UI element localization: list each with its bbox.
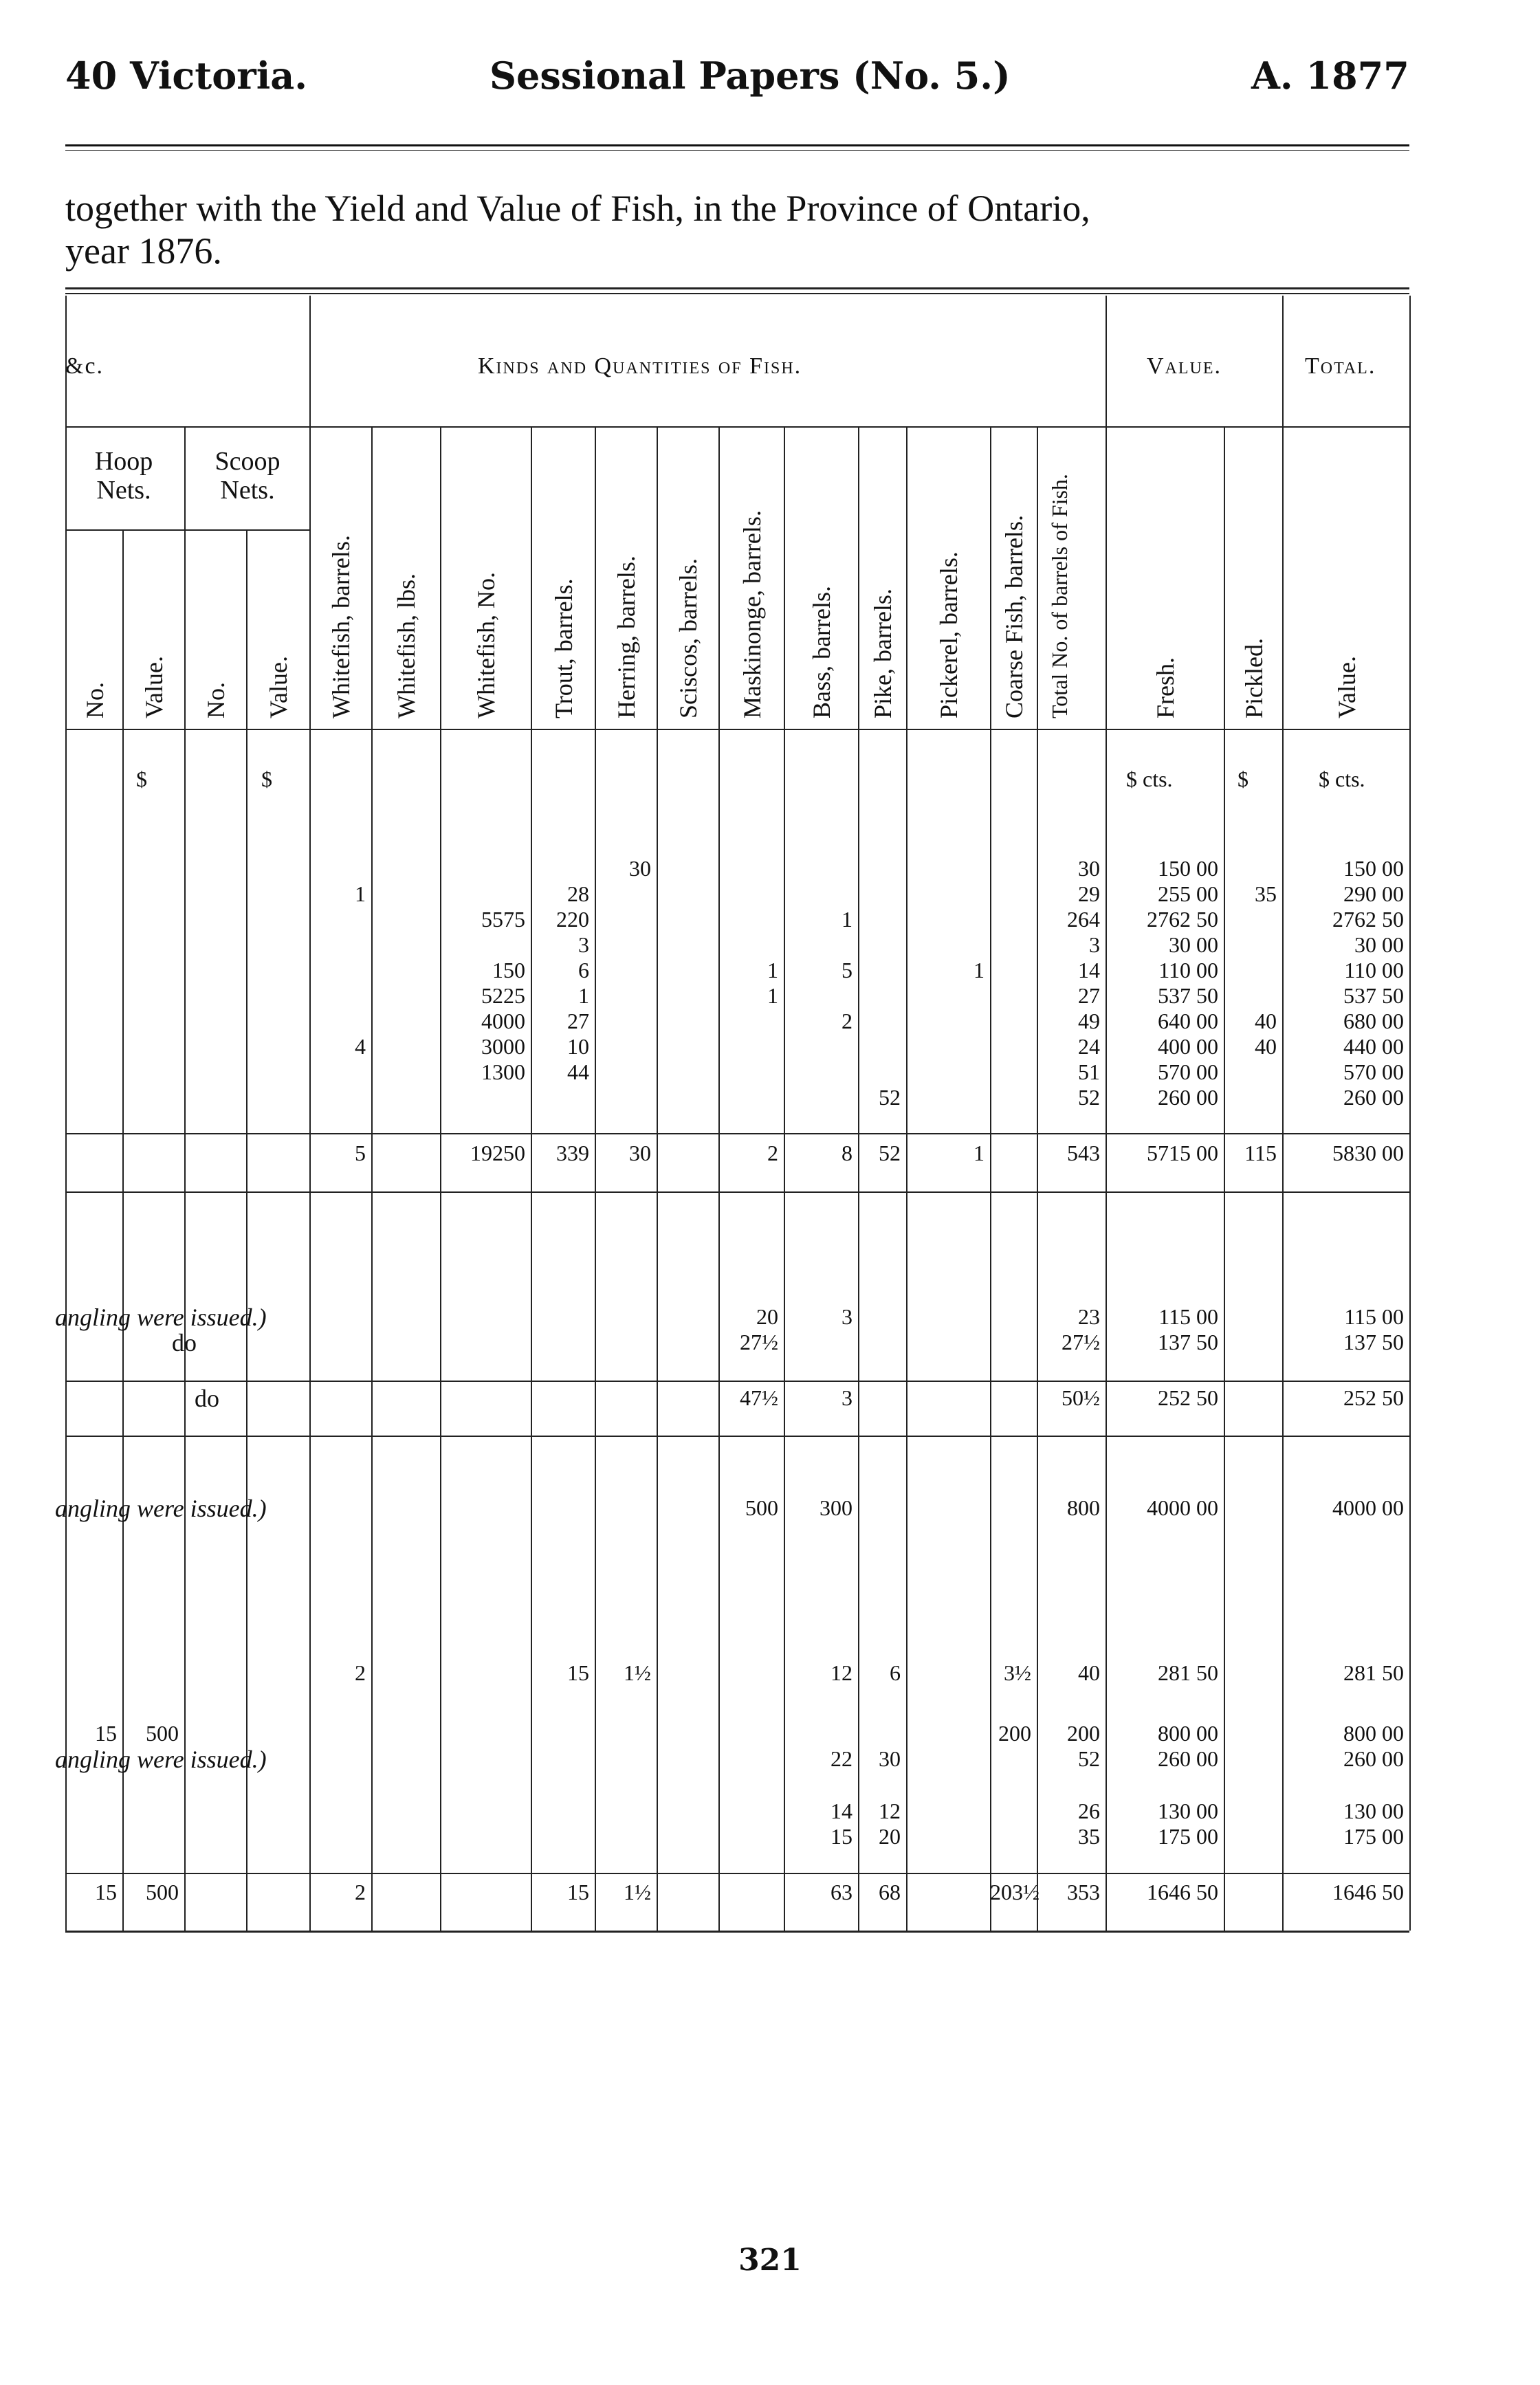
cell-herring: 30 <box>629 856 651 881</box>
cell-pike: 6 <box>890 1660 901 1685</box>
subhead-rule <box>65 529 309 531</box>
cell-hoop-value: 500 <box>146 1721 179 1746</box>
column-rule <box>718 426 720 1931</box>
cell-pickled: 40 <box>1255 1009 1277 1033</box>
cell-pike: 12 <box>879 1799 901 1823</box>
cell-total: 27½ <box>1062 1330 1100 1354</box>
cell-fresh: 5715 00 <box>1147 1141 1218 1165</box>
cell-wf-no: 4000 <box>481 1009 525 1033</box>
cell-total: 3 <box>1089 932 1100 957</box>
cell-value: 570 00 <box>1343 1059 1404 1084</box>
cell-mask: 1 <box>767 958 778 982</box>
column-heading-hoop-no: No. <box>80 682 109 718</box>
cell-trout: 6 <box>578 958 589 982</box>
column-rule <box>1409 296 1411 1931</box>
unit-pickled: $ <box>1238 767 1248 791</box>
cell-value: 680 00 <box>1343 1009 1404 1033</box>
cell-bass: 3 <box>842 1385 852 1410</box>
caption-total: Total. <box>1305 353 1376 379</box>
cell-herring: 30 <box>629 1141 651 1165</box>
cell-total: 14 <box>1078 958 1100 982</box>
cell-trout: 44 <box>567 1059 589 1084</box>
column-rule <box>246 529 248 1931</box>
cell-wf-no: 19250 <box>470 1141 525 1165</box>
cell-value: 281 50 <box>1343 1660 1404 1685</box>
column-rule <box>990 426 991 1931</box>
cell-fresh: 30 00 <box>1169 932 1218 957</box>
column-heading-trout: Trout, barrels. <box>549 578 578 718</box>
cell-mask: 2 <box>767 1141 778 1165</box>
cell-fresh: 260 00 <box>1158 1085 1218 1110</box>
section-rule <box>65 1436 1409 1437</box>
column-rule <box>65 296 67 1931</box>
cell-fresh: 537 50 <box>1158 983 1218 1008</box>
cell-wf-no: 5575 <box>481 907 525 932</box>
cell-value: 5830 00 <box>1332 1141 1404 1165</box>
cell-herring: 1½ <box>624 1660 651 1685</box>
column-heading-wf-no: Whitefish, No. <box>472 572 500 718</box>
subhead-scoop-nets: Scoop Nets. <box>214 447 280 505</box>
cell-value: 150 00 <box>1343 856 1404 881</box>
cell-trout: 15 <box>567 1660 589 1685</box>
cell-total: 52 <box>1078 1746 1100 1771</box>
cell-coarse: 3½ <box>1004 1660 1031 1685</box>
cell-trout: 10 <box>567 1034 589 1059</box>
cell-value: 175 00 <box>1343 1824 1404 1849</box>
cell-value: 260 00 <box>1343 1085 1404 1110</box>
cell-total: 29 <box>1078 881 1100 906</box>
column-rule <box>440 426 441 1931</box>
column-rule <box>371 426 373 1931</box>
cell-fresh: 255 00 <box>1158 881 1218 906</box>
column-heading-wf-lbs: Whitefish, lbs. <box>393 573 420 718</box>
cell-mask: 500 <box>745 1495 778 1520</box>
cell-pike: 52 <box>879 1141 901 1165</box>
cell-total: 52 <box>1078 1085 1100 1110</box>
cell-coarse: 203½ <box>990 1880 1040 1904</box>
cell-total: 353 <box>1067 1880 1100 1904</box>
cell-wf-bbl: 5 <box>355 1141 366 1165</box>
heading-rule <box>65 729 1409 730</box>
cell-fresh: 1646 50 <box>1147 1880 1218 1904</box>
cell-trout: 27 <box>567 1009 589 1033</box>
cell-value: 1646 50 <box>1332 1880 1404 1904</box>
cell-bass: 5 <box>842 958 852 982</box>
cell-hoop-value: 500 <box>146 1880 179 1904</box>
cell-wf-no: 150 <box>492 958 525 982</box>
column-heading-bass: Bass, barrels. <box>808 586 835 718</box>
cell-fresh: 252 50 <box>1158 1385 1218 1410</box>
column-rule <box>1224 426 1225 1931</box>
column-heading-wf-bbl: Whitefish, barrels. <box>327 535 355 718</box>
cell-value: 260 00 <box>1343 1746 1404 1771</box>
cell-total: 51 <box>1078 1059 1100 1084</box>
column-heading-total: Total No. of barrels of Fish. <box>1047 474 1072 718</box>
cell-value: 2762 50 <box>1332 907 1404 932</box>
cell-total: 543 <box>1067 1141 1100 1165</box>
row-note: do <box>195 1385 219 1412</box>
cell-pickled: 115 <box>1244 1141 1277 1165</box>
cell-value: 440 00 <box>1343 1034 1404 1059</box>
column-heading-fresh: Fresh. <box>1152 657 1179 718</box>
cell-value: 537 50 <box>1343 983 1404 1008</box>
column-heading-mask: Maskinonge, barrels. <box>738 510 766 718</box>
cell-trout: 339 <box>556 1141 589 1165</box>
column-rule <box>531 426 532 1931</box>
row-note: angling were issued.) <box>55 1304 267 1331</box>
page-number: 321 <box>738 2243 802 2278</box>
cell-fresh: 115 00 <box>1158 1304 1218 1329</box>
cell-herring: 1½ <box>624 1880 651 1904</box>
subhead-hoop-nets: Hoop Nets. <box>94 447 153 505</box>
column-rule <box>784 426 785 1931</box>
cell-total: 35 <box>1078 1824 1100 1849</box>
cell-bass: 15 <box>830 1824 852 1849</box>
cell-mask: 1 <box>767 983 778 1008</box>
cell-total: 30 <box>1078 856 1100 881</box>
cell-bass: 14 <box>830 1799 852 1823</box>
cell-fresh: 130 00 <box>1158 1799 1218 1823</box>
cell-value: 130 00 <box>1343 1799 1404 1823</box>
cell-wf-bbl: 2 <box>355 1660 366 1685</box>
header-year: A. 1877 <box>1251 54 1409 98</box>
cell-value: 30 00 <box>1354 932 1404 957</box>
cell-bass: 300 <box>820 1495 852 1520</box>
cell-pike: 30 <box>879 1746 901 1771</box>
cell-total: 264 <box>1067 907 1100 932</box>
cell-wf-no: 3000 <box>481 1034 525 1059</box>
column-heading-hoop-value: Value. <box>140 656 168 718</box>
caption-value: Value. <box>1147 353 1222 379</box>
column-rule <box>906 426 908 1931</box>
unit-fresh: $ cts. <box>1126 767 1173 791</box>
row-note: do <box>172 1329 197 1356</box>
cell-fresh: 2762 50 <box>1147 907 1218 932</box>
unit-scoop-value: $ <box>261 767 272 791</box>
cell-trout: 3 <box>578 932 589 957</box>
cell-total: 26 <box>1078 1799 1100 1823</box>
cell-coarse: 200 <box>998 1721 1031 1746</box>
cell-value: 4000 00 <box>1332 1495 1404 1520</box>
cell-fresh: 570 00 <box>1158 1059 1218 1084</box>
cell-trout: 15 <box>567 1880 589 1904</box>
column-rule <box>595 426 596 1931</box>
cell-total: 49 <box>1078 1009 1100 1033</box>
cell-bass: 12 <box>830 1660 852 1685</box>
section-rule <box>65 1133 1409 1134</box>
cell-value: 290 00 <box>1343 881 1404 906</box>
column-rule <box>657 426 658 1931</box>
section-rule <box>65 1873 1409 1874</box>
column-heading-coarse: Coarse Fish, barrels. <box>1000 515 1028 718</box>
table-top-rule <box>65 287 1409 289</box>
cell-bass: 8 <box>842 1141 852 1165</box>
table-bottom-rule <box>65 1931 1409 1933</box>
cell-total: 50½ <box>1062 1385 1100 1410</box>
table-title-line-1: together with the Yield and Value of Fish, in the Province of Ontario, <box>65 188 1090 229</box>
cell-wf-bbl: 4 <box>355 1034 366 1059</box>
cell-fresh: 4000 00 <box>1147 1495 1218 1520</box>
row-note: angling were issued.) <box>55 1495 267 1522</box>
cell-total: 200 <box>1067 1721 1100 1746</box>
caption-etc: &c. <box>65 353 104 379</box>
header-title: Sessional Papers (No. 5.) <box>490 54 1011 98</box>
cell-hoop-no: 15 <box>95 1880 117 1904</box>
cell-bass: 3 <box>842 1304 852 1329</box>
column-heading-pike: Pike, barrels. <box>869 589 896 718</box>
unit-total-value: $ cts. <box>1319 767 1365 791</box>
table-top-rule-thin <box>65 293 1409 294</box>
cell-fresh: 175 00 <box>1158 1824 1218 1849</box>
cell-mask: 20 <box>756 1304 778 1329</box>
caption-kinds: Kinds and Quantities of Fish. <box>478 353 802 379</box>
cell-fresh: 400 00 <box>1158 1034 1218 1059</box>
cell-wf-bbl: 1 <box>355 881 366 906</box>
cell-pickled: 35 <box>1255 881 1277 906</box>
column-heading-pickled: Pickled. <box>1240 638 1268 718</box>
column-heading-value: Value. <box>1332 656 1361 718</box>
column-heading-scoop-no: No. <box>202 682 230 718</box>
cell-total: 40 <box>1078 1660 1100 1685</box>
cell-fresh: 800 00 <box>1158 1721 1218 1746</box>
cell-total: 27 <box>1078 983 1100 1008</box>
column-rule <box>1037 426 1038 1931</box>
section-rule <box>65 1191 1409 1193</box>
cell-fresh: 281 50 <box>1158 1660 1218 1685</box>
cell-value: 115 00 <box>1344 1304 1404 1329</box>
column-heading-scoop-value: Value. <box>265 656 292 718</box>
cell-bass: 2 <box>842 1009 852 1033</box>
cell-pike: 52 <box>879 1085 901 1110</box>
cell-trout: 220 <box>556 907 589 932</box>
cell-value: 110 00 <box>1344 958 1404 982</box>
column-rule <box>858 426 859 1931</box>
section-rule <box>65 1381 1409 1382</box>
column-rule <box>184 426 186 1931</box>
cell-fresh: 640 00 <box>1158 1009 1218 1033</box>
row-note: angling were issued.) <box>55 1746 267 1773</box>
table-title <box>65 187 1090 272</box>
cell-wf-no: 5225 <box>481 983 525 1008</box>
column-heading-herring: Herring, barrels. <box>613 556 640 718</box>
cell-bass: 63 <box>830 1880 852 1904</box>
column-heading-sciscos: Sciscos, barrels. <box>674 558 702 718</box>
caption-rule <box>65 426 1409 428</box>
cell-mask: 27½ <box>740 1330 778 1354</box>
cell-pickled: 40 <box>1255 1034 1277 1059</box>
cell-bass: 22 <box>830 1746 852 1771</box>
cell-total: 24 <box>1078 1034 1100 1059</box>
cell-pickerel: 1 <box>974 1141 984 1165</box>
cell-wf-bbl: 2 <box>355 1880 366 1904</box>
cell-value: 137 50 <box>1343 1330 1404 1354</box>
table-title-line-2: year 1876. <box>65 230 222 272</box>
cell-value: 800 00 <box>1343 1721 1404 1746</box>
header-session: 40 Victoria. <box>65 54 308 98</box>
cell-wf-no: 1300 <box>481 1059 525 1084</box>
header-rule-thin <box>65 150 1409 151</box>
cell-bass: 1 <box>842 907 852 932</box>
cell-total: 23 <box>1078 1304 1100 1329</box>
unit-hoop-value: $ <box>136 767 147 791</box>
cell-trout: 1 <box>578 983 589 1008</box>
cell-fresh: 137 50 <box>1158 1330 1218 1354</box>
cell-value: 252 50 <box>1343 1385 1404 1410</box>
cell-hoop-no: 15 <box>95 1721 117 1746</box>
cell-pike: 20 <box>879 1824 901 1849</box>
column-heading-pickerel: Pickerel, barrels. <box>935 551 962 718</box>
cell-pickerel: 1 <box>974 958 984 982</box>
header-rule <box>65 144 1409 146</box>
cell-pike: 68 <box>879 1880 901 1904</box>
cell-fresh: 110 00 <box>1158 958 1218 982</box>
cell-fresh: 260 00 <box>1158 1746 1218 1771</box>
cell-trout: 28 <box>567 881 589 906</box>
cell-fresh: 150 00 <box>1158 856 1218 881</box>
cell-mask: 47½ <box>740 1385 778 1410</box>
cell-total: 800 <box>1067 1495 1100 1520</box>
